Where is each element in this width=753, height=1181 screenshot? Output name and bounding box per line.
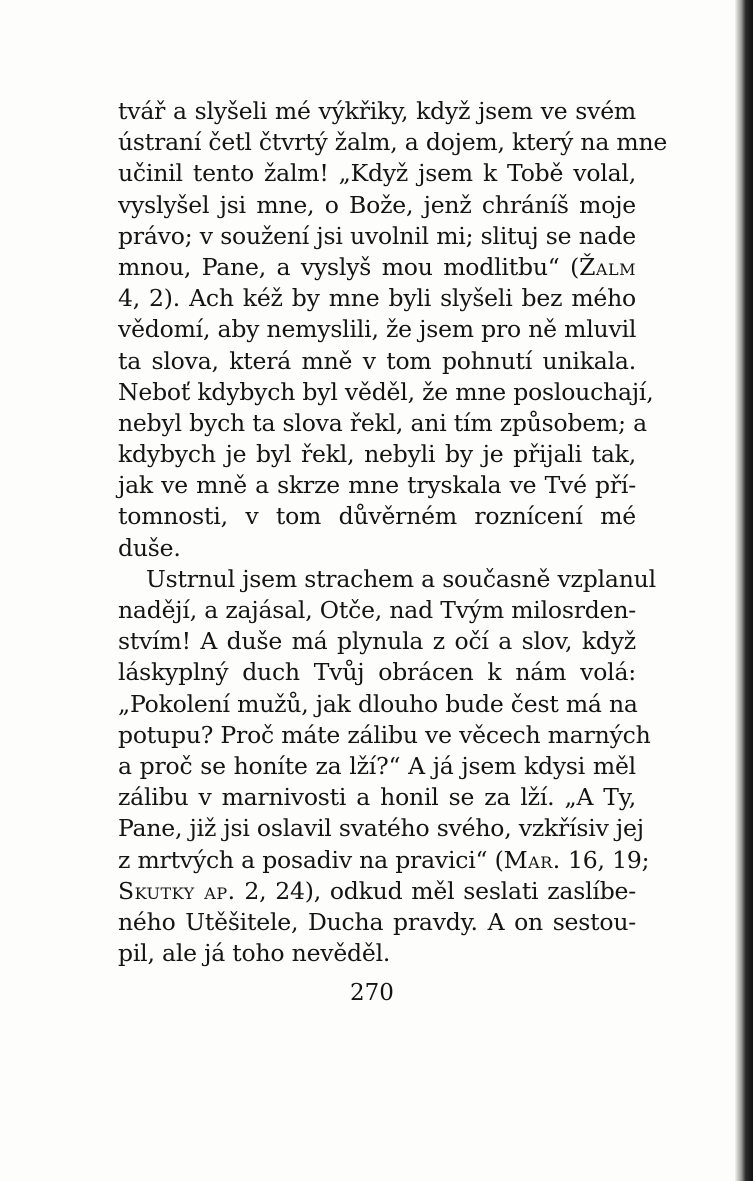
text-line: učinil tento žalm! „Když jsem k Tobě volal, [118, 159, 636, 188]
text-line: ta slova, která mně v tom pohnutí unikala. [118, 346, 636, 375]
text-line: jak ve mně a skrze mne tryskala ve Tvé pří- [118, 471, 636, 500]
text-line: vědomí, aby nemyslili, že jsem pro ně mluvil [118, 315, 637, 344]
text-line [118, 252, 636, 283]
bible-reference: Skutky ap. [118, 876, 236, 905]
page-number: 270 [350, 980, 394, 1006]
text-line: potupu? Proč máte zálibu ve věcech marných [118, 720, 651, 749]
text-line: tomnosti, v tom důvěrném roznícení mé [118, 502, 636, 531]
text-line: duše. [118, 533, 181, 562]
bible-reference: Žalm [579, 252, 636, 281]
text-line: „Pokolení mužů, jak dlouho bude čest má na [118, 689, 638, 718]
text-line: ústraní četl čtvrtý žalm, a dojem, který na mne [118, 128, 668, 157]
text-fragment: 2, 24), odkud měl seslati zaslíbe- [235, 876, 636, 905]
text-line: 4, 2). Ach kéž by mne byli slyšeli bez mého [118, 284, 636, 313]
text-line [118, 845, 650, 876]
text-line: nebyl bych ta slova řekl, ani tím způsobem; a [118, 408, 647, 437]
book-spine-shadow [735, 0, 753, 1181]
body-text [118, 96, 668, 969]
text-line: právo; v soužení jsi uvolnil mi; slituj se nade [118, 221, 636, 250]
text-line [118, 876, 636, 907]
text-fragment: z mrtvých a posadiv na pravici“ ( [118, 845, 504, 874]
text-line: Neboť kdybych byl věděl, že mne poslouchají, [118, 377, 654, 406]
text-line: kdybych je byl řekl, nebyli by je přijali tak, [118, 440, 636, 469]
text-line: nadějí, a zajásal, Otče, nad Tvým milosrden- [118, 596, 636, 624]
text-line: a proč se honíte za lží?“ A já jsem kdysi měl [118, 751, 636, 780]
text-line: Pane, již jsi oslavil svatého svého, vzkřísiv jej [118, 814, 644, 843]
text-line: láskyplný duch Tvůj obrácen k nám volá: [118, 658, 636, 687]
text-line: vyslyšel jsi mne, o Bože, jenž chráníš moje [118, 190, 636, 219]
text-line: pil, ale já toho nevěděl. [118, 939, 391, 968]
text-line: ného Utěšitele, Ducha pravdy. A on sestou- [118, 907, 636, 936]
text-fragment: 16, 19; [560, 845, 650, 874]
bible-reference: Mar. [503, 845, 561, 874]
paragraph-start-line: Ustrnul jsem strachem a současně vzplanul [146, 564, 656, 593]
text-fragment: mnou, Pane, a vyslyš mou modlitbu“ ( [118, 252, 580, 281]
text-line: stvím! A duše má plynula z očí a slov, když [118, 627, 636, 656]
text-line: zálibu v marnivosti a honil se za lží. „A Ty, [118, 783, 636, 812]
text-line: tvář a slyšeli mé výkřiky, když jsem ve svém [118, 97, 636, 125]
